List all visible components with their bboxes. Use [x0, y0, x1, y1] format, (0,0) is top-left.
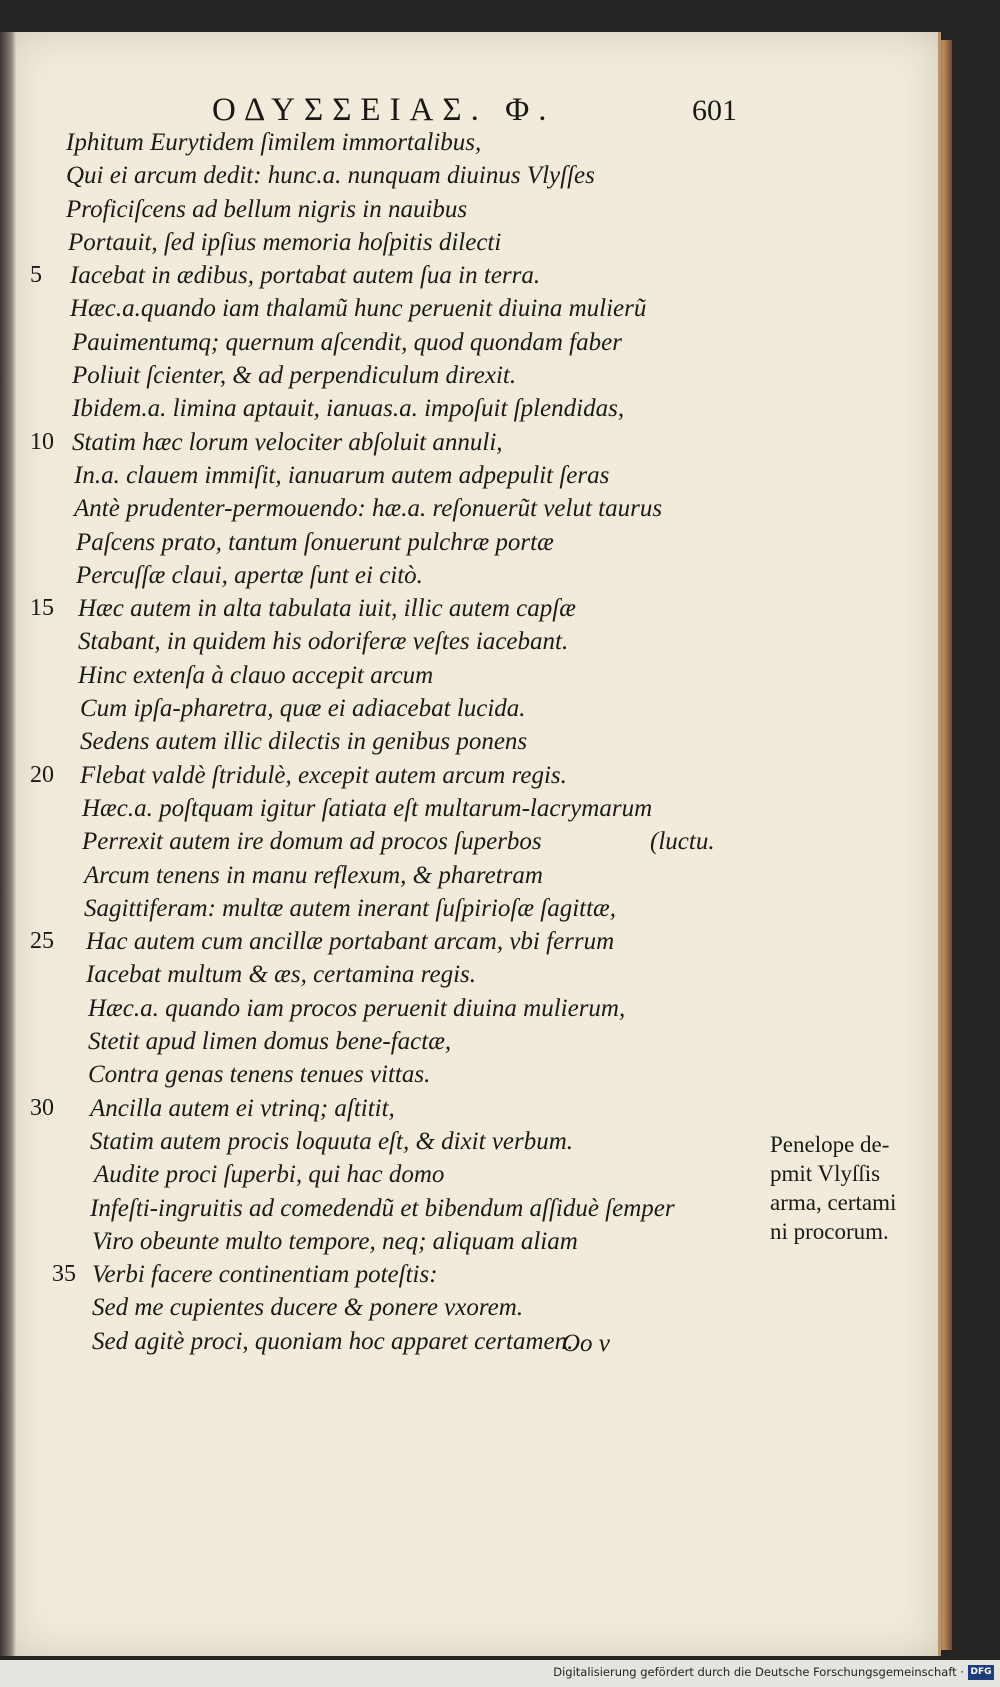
verse-text-line: Contra genas tenens tenues vittas. [88, 1061, 431, 1089]
verse-text-line: Flebat valdè ſtridulè, excepit autem arcum regis. [80, 761, 567, 789]
marginal-note-line: ni procorum. [770, 1219, 889, 1244]
verse-text-line: Infeſti-ingruitis ad comedendũ et bibendum aſſiduè ſemper [90, 1194, 675, 1222]
catchword: Oo v [562, 1330, 610, 1357]
verse-text-line: Sed me cupientes ducere & ponere vxorem. [92, 1294, 524, 1322]
verse-line [30, 792, 770, 825]
verse-text-line: Hinc extenſa à clauo accepit arcum [78, 661, 434, 689]
verse-line [30, 1125, 770, 1158]
verse-line [30, 292, 770, 325]
verse-text-line: Iphitum Eurytidem ſimilem immortalibus, [66, 129, 482, 156]
verse-text-line: Ancilla autem ei vtrinq; aſtitit, [90, 1094, 395, 1122]
verse-text-line: Cum ipſa-pharetra, quæ ei adiacebat lucida. [80, 695, 526, 723]
marginal-note-line: arma, certami [770, 1190, 897, 1215]
verse-line [30, 1258, 770, 1291]
line-number: 30 [30, 1094, 54, 1121]
verse-text-line: Poliuit ſcienter, & ad perpendiculum direxit. [72, 362, 517, 390]
verse-line [30, 226, 770, 259]
verse-text-line: Sagittiferam: multæ autem inerant ſuſpirioſæ ſagittæ, [84, 894, 616, 922]
verse-text-line: Antè prudenter-permouendo: hæ.a. reſonuerũt velut taurus [74, 495, 663, 523]
verse-line [30, 725, 770, 758]
verse-line [30, 1291, 770, 1324]
verse-text-line: Arcum tenens in manu reflexum, & pharetram [84, 861, 543, 889]
verse-line [30, 925, 770, 958]
running-head: ΟΔΥΣΣΕΙΑΣ. Φ. [212, 92, 556, 128]
verse-text-line: Perrexit autem ire domum ad procos ſuperbos [82, 828, 542, 856]
verse-line [30, 859, 770, 892]
footer-bar [0, 1660, 1000, 1687]
verse-text-line: Iacebat multum & æs, certamina regis. [86, 961, 477, 989]
verse-text-line: Statim hæc lorum velociter abſoluit annuli, [72, 428, 503, 456]
verse-text-line: Sedens autem illic dilectis in genibus ponens [80, 728, 528, 756]
verse-line [30, 692, 770, 725]
page-number: 601 [692, 94, 737, 127]
verse-text-line: Percuſſæ claui, apertæ ſunt ei citò. [76, 561, 423, 589]
verse-line [30, 159, 770, 192]
turnover-word: (luctu. [650, 828, 715, 856]
verse-line [30, 359, 770, 392]
verse-text-line: Sed agitè proci, quoniam hoc apparet certamen. [92, 1327, 574, 1355]
verse-text-line: Stetit apud limen domus bene-factæ, [88, 1028, 452, 1056]
line-number: 10 [30, 428, 54, 455]
verse-line [30, 592, 770, 625]
funding-credit: Digitalisierung gefördert durch die Deutsche Forschungsgemeinschaft · [553, 1665, 964, 1679]
verse-line [30, 126, 770, 159]
verse-text-line: Proficiſcens ad bellum nigris in nauibus [66, 195, 468, 223]
verse-line [30, 559, 770, 592]
dfg-logo: DFG [968, 1665, 994, 1680]
line-number: 25 [30, 928, 54, 955]
line-number: 20 [30, 761, 54, 788]
line-number: 5 [30, 262, 42, 289]
verse-text [30, 126, 770, 1358]
verse-line [30, 492, 770, 525]
marginal-note-line: Penelope de- [770, 1132, 890, 1157]
verse-text-line: Pauimentumq; quernum aſcendit, quod quondam faber [72, 328, 622, 356]
verse-text-line: Stabant, in quidem his odoriferæ veſtes iacebant. [78, 628, 569, 656]
marginal-note-line: pmit Vlyſſis [770, 1161, 881, 1186]
verse-text-line: Portauit, ſed ipſius memoria hoſpitis dilecti [68, 228, 502, 256]
verse-line [30, 625, 770, 658]
verse-line [30, 1058, 770, 1091]
binding-shadow [0, 32, 16, 1656]
verse-text-line: Hac autem cum ancillæ portabant arcam, vbi ferrum [86, 928, 615, 956]
verse-line [30, 1192, 770, 1225]
verse-line [30, 659, 770, 692]
verse-line [30, 259, 770, 292]
verse-line [30, 992, 770, 1025]
verse-text-line: Iacebat in ædibus, portabat autem ſua in terra. [70, 262, 541, 290]
verse-line [30, 326, 770, 359]
verse-line [30, 958, 770, 991]
verse-line [30, 426, 770, 459]
verse-line [30, 193, 770, 226]
verse-line [30, 1092, 770, 1125]
verse-line [30, 392, 770, 425]
verse-text-line: Audite proci ſuperbi, qui hac domo [94, 1161, 445, 1189]
verse-text-line: Hæc autem in alta tabulata iuit, illic autem capſæ [78, 595, 576, 623]
verse-text-line: Hæc.a. quando iam procos peruenit diuina mulierum, [88, 994, 626, 1022]
verse-line [30, 759, 770, 792]
verse-text-line: Verbi facere continentiam poteſtis: [92, 1261, 438, 1289]
verse-text-line: Ibidem.a. limina aptauit, ianuas.a. impoſuit ſplendidas, [72, 395, 625, 423]
line-number: 35 [52, 1261, 76, 1288]
verse-line [30, 1325, 770, 1358]
verse-line [30, 1225, 770, 1258]
verse-line [30, 1158, 770, 1191]
verse-line [30, 459, 770, 492]
verse-line [30, 892, 770, 925]
verse-text-line: Statim autem procis loquuta eſt, & dixit verbum. [90, 1127, 574, 1155]
verse-text-line: Paſcens prato, tantum ſonuerunt pulchræ portæ [76, 528, 554, 556]
line-number: 15 [30, 595, 54, 622]
verse-text-line: Hæc.a. poſtquam igitur ſatiata eſt multarum-lacrymarum [82, 794, 653, 822]
verse-line [30, 825, 770, 858]
verse-line [30, 1025, 770, 1058]
marginal-note [770, 1130, 950, 1246]
verse-text-line: Qui ei arcum dedit: hunc.a. nunquam diuinus Vlyſſes [66, 162, 595, 190]
verse-line [30, 526, 770, 559]
verse-text-line: In.a. clauem immiſit, ianuarum autem adpepulit ſeras [74, 461, 610, 489]
verse-text-line: Hæc.a.quando iam thalamũ hunc peruenit diuina mulierũ [70, 295, 647, 323]
verse-text-line: Viro obeunte multo tempore, neq; aliquam aliam [92, 1227, 578, 1255]
